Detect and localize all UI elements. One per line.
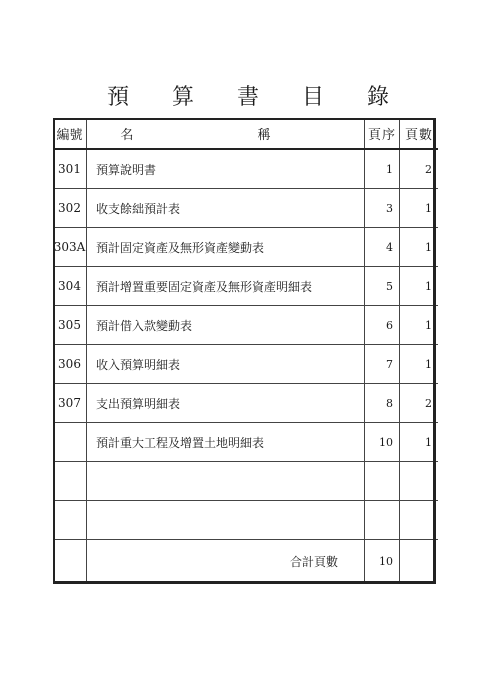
header-count: 頁數 xyxy=(400,118,439,149)
row-name: 預計重大工程及增置土地明細表 xyxy=(87,423,365,462)
row-seq: 10 xyxy=(365,423,400,462)
row-count: 2 xyxy=(400,149,439,189)
row-name: 預計借入款變動表 xyxy=(87,306,365,345)
row-name: 預計增置重要固定資產及無形資產明細表 xyxy=(87,267,365,306)
row-name: 收支餘絀預計表 xyxy=(87,189,365,228)
page-title: 預 算 書 目 錄 xyxy=(107,85,407,110)
row-count: 1 xyxy=(400,423,439,462)
row-name: 預算說明書 xyxy=(87,149,365,189)
header-name: 名 稱 xyxy=(87,118,365,149)
row-code: 307 xyxy=(53,384,87,423)
row-code: 302 xyxy=(53,189,87,228)
row-seq: 6 xyxy=(365,306,400,345)
row-count: 1 xyxy=(400,189,439,228)
row-code: 303A xyxy=(53,228,87,267)
row-count: 1 xyxy=(400,267,439,306)
table-frame xyxy=(53,118,436,584)
row-code: 305 xyxy=(53,306,87,345)
row-seq: 3 xyxy=(365,189,400,228)
row-code: 301 xyxy=(53,149,87,189)
row-seq: 8 xyxy=(365,384,400,423)
row-count: 1 xyxy=(400,228,439,267)
total-label: 合計頁數 xyxy=(87,540,365,583)
row-seq: 1 xyxy=(365,149,400,189)
row-count: 1 xyxy=(400,345,439,384)
header-seq: 頁序 xyxy=(365,118,400,149)
header-code: 編號 xyxy=(53,118,87,149)
row-count: 2 xyxy=(400,384,439,423)
row-name: 支出預算明細表 xyxy=(87,384,365,423)
row-seq: 7 xyxy=(365,345,400,384)
row-code: 306 xyxy=(53,345,87,384)
row-count: 1 xyxy=(400,306,439,345)
row-seq: 4 xyxy=(365,228,400,267)
row-seq: 5 xyxy=(365,267,400,306)
row-name: 預計固定資產及無形資產變動表 xyxy=(87,228,365,267)
total-seq: 10 xyxy=(365,540,400,583)
row-code: 304 xyxy=(53,267,87,306)
row-name: 收入預算明細表 xyxy=(87,345,365,384)
